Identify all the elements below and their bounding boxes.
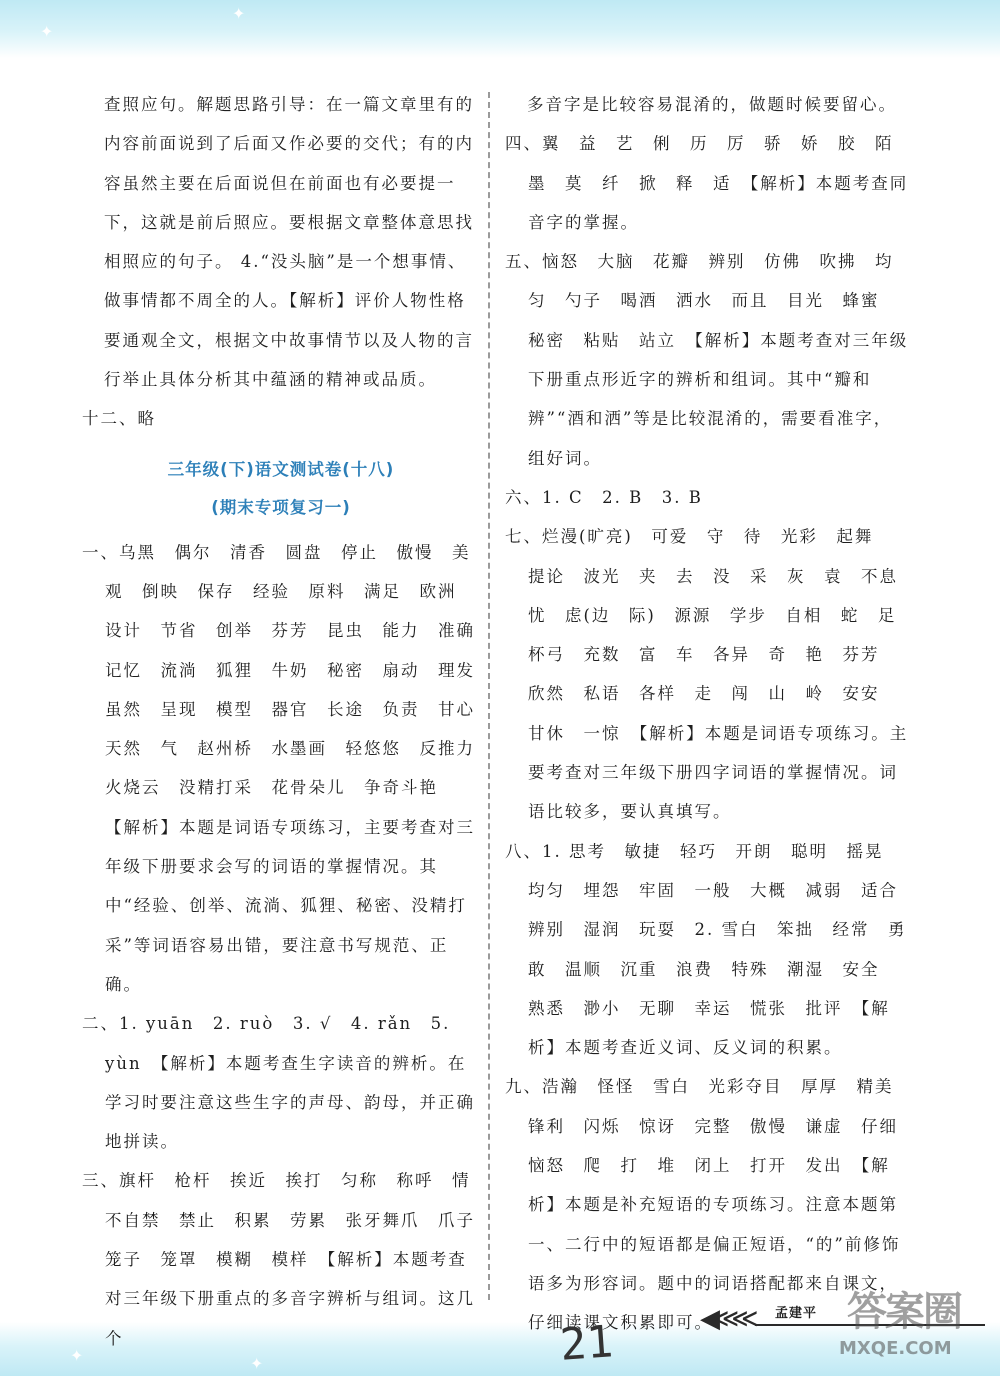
answer-paragraph: 五、恼怒 大脑 花瓣 辨别 仿佛 吹拂 均匀 勺子 喝酒 洒水 而且 目光 蜂蜜 秘密 粘贴 站立 【解析】本题考查对三年级下册重点形近字的辨析和组词。其中“瓣和辨”“酒和洒”等是比较混淆的，需要看准字，组好词。	[505, 252, 909, 468]
test-title: 三年级(下)语文测试卷(十八)	[167, 459, 395, 479]
answer-paragraph: 三、旗杆 枪杆 挨近 挨打 匀称 称呼 情不自禁 禁止 积累 劳累 张牙舞爪 爪子 笼子 笼罩 模糊 模样 【解析】本题考查对三年级下册重点的多音字辨析与组词。这几个	[82, 1171, 494, 1348]
answer-paragraph: 查照应句。解题思路引导：在一篇文章里有的内容前面说到了后面又作必要的交代；有的内容虽然主要在后面说但在前面也有必要提一下，这就是前后照应。要根据文章整体意思找相照应的句子。 4.“没头脑”是一个想事情、做事情都不周全的人。【解析】评价人物性格要通观全文，根据文中故事情节以及人物的言行举止具体分析其中蕴涵的精神或品质。	[104, 95, 474, 390]
answer-paragraph: 九、浩瀚 怪怪 雪白 光彩夺目 厚厚 精美 锋利 闪烁 惊讶 完整 傲慢 谦虚 仔细 恼怒 爬 打 堆 闭上 打开 发出 【解析】本题是补充短语的专项练习。注意本题第一、二行中的短语都是偏正短语，“的”前修饰语多为形容词。题中的词语搭配都来自课文，仔细读课文积累即可。	[505, 1077, 917, 1333]
top-decorative-band	[0, 0, 1000, 58]
answer-paragraph: 八、1. 思考 敏捷 轻巧 开朗 聪明 摇晃 均匀 埋怨 牢固 一般 大概 减弱 适合 辨别 湿润 玩耍 2. 雪白 笨拙 经常 勇敢 温顺 沉重 浪费 特殊 潮湿 安全 熟悉 渺小 无聊 幸运 慌张 批评 【解析】本题考查近义词、反义词的积累。	[505, 841, 917, 1058]
footer-brand: 孟建平	[775, 1306, 818, 1321]
answer-paragraph: 七、烂漫(旷亮) 可爱 守 待 光彩 起舞 提论 波光 夹 去 没 采 灰 袁 不息 忧 虑(边 际) 源源 学步 自相 蛇 足 杯弓 充数 富 车 各异 奇 艳 芬芳 欣然 私语 各样 走 闯 山 岭 安安 甘休 一惊 【解析】本题是词语专项练习。主要考查对三年级下册四字词语的掌握情况。词语比较多，要认真填写。	[505, 527, 917, 822]
column-divider	[488, 92, 490, 1300]
answer-paragraph: 二、1. yuān 2. ruò 3. √ 4. rǎn 5. yùn 【解析】本题考查生字读音的辨析。在学习时要注意这些生字的声母、韵母，并正确地拼读。	[82, 1014, 475, 1152]
answer-paragraph: 多音字是比较容易混淆的，做题时候要留心。	[527, 95, 897, 114]
answer-paragraph: 十二、略	[82, 409, 156, 429]
sparkle-icon: ✦	[232, 4, 246, 23]
answer-paragraph: 四、翼 益 艺 俐 历 厉 骄 娇 胶 陌 墨 莫 纤 掀 释 适 【解析】本题考查同音字的掌握。	[505, 134, 912, 232]
sparkle-icon: ✦	[40, 22, 54, 41]
answer-paragraph: 六、1. C 2. B 3. B	[505, 487, 703, 507]
arrow-left-icon: ◀≪≪	[700, 1304, 751, 1334]
handwritten-page-number: 21	[558, 1316, 615, 1371]
test-subtitle: (期末专项复习一)	[211, 497, 351, 517]
right-column	[505, 85, 917, 1343]
sparkle-icon: ✦	[250, 1354, 264, 1373]
left-column	[82, 85, 494, 1358]
watermark	[835, 1280, 995, 1376]
watermark-logo: 答案圈	[847, 1289, 961, 1335]
sparkle-icon: ✦	[70, 1346, 84, 1365]
watermark-url: MXQE.COM	[839, 1338, 952, 1359]
answer-paragraph: 一、乌黑 偶尔 清香 圆盘 停止 傲慢 美观 倒映 保存 经验 原料 满足 欧洲 设计 节省 创举 芬芳 昆虫 能力 准确 记忆 流淌 狐狸 牛奶 秘密 扇动 理发 虽然 呈现 模型 器官 长途 负责 甘心 天然 气 赵州桥 水墨画 轻悠悠 反推力 火烧云 没精打采 花骨朵儿 争奇斗艳 【解析】本题是词语专项练习，主要考查对三年级下册要求会写的词语的掌握情况。其中“经验、创举、流淌、狐狸、秘密、没精打采”等词语容易出错，要注意书写规范、正确。	[82, 542, 494, 994]
